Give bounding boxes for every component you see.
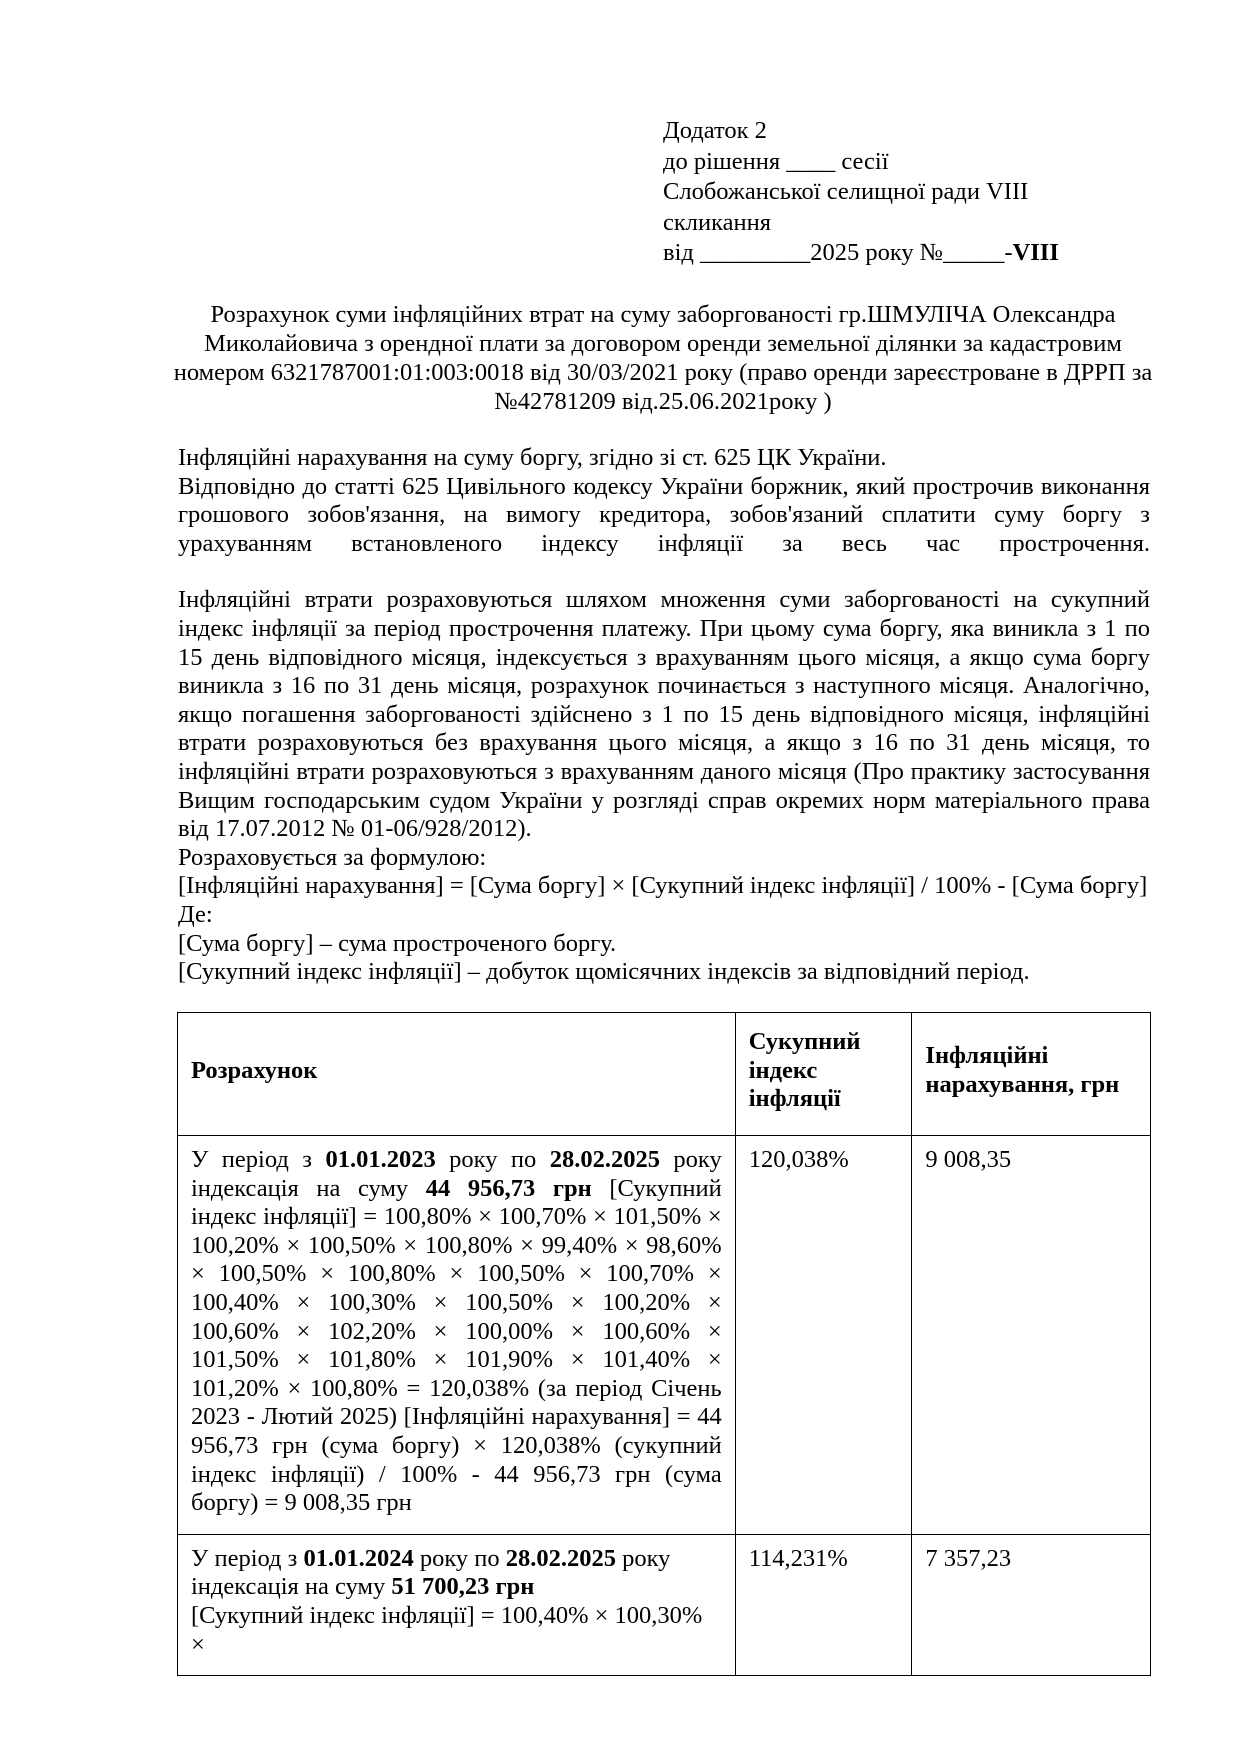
addendum-convocation: VIII bbox=[1012, 239, 1059, 266]
addendum-date-number: від _________2025 року №_____- bbox=[663, 239, 1013, 266]
paragraph-formula: [Інфляційні нарахування] = [Сума боргу] × [Сукупний індекс інфляції] / 100% - [Сума боргу] bbox=[178, 872, 1148, 900]
period-text: У період з bbox=[191, 1146, 326, 1173]
paragraph-heading: Інфляційні нарахування на суму боргу, згідно зі ст. 625 ЦК України. bbox=[178, 444, 887, 471]
table-header-row bbox=[178, 1013, 1151, 1136]
addendum-line: Додаток 2 bbox=[663, 117, 767, 144]
date-to: 28.02.2025 bbox=[549, 1146, 660, 1173]
table-header: Інфляційні нарахування, грн bbox=[912, 1013, 1151, 1136]
period-text: року по bbox=[435, 1146, 550, 1173]
charges-cell: 9 008,35 bbox=[912, 1136, 1151, 1535]
calculation-text bbox=[191, 1545, 722, 1659]
index-cell: 114,231% bbox=[735, 1534, 912, 1675]
period-text: року індексація на суму bbox=[191, 1544, 671, 1601]
debt-amount: 51 700,23 грн bbox=[391, 1573, 535, 1601]
charges-cell: 7 357,23 bbox=[912, 1534, 1151, 1675]
table-header: Розрахунок bbox=[178, 1013, 736, 1136]
table-row bbox=[178, 1534, 1151, 1675]
paragraph-definition-debt: [Сума боргу] – сума простроченого боргу. bbox=[178, 929, 617, 957]
document-body bbox=[178, 444, 1150, 987]
calculation-formula: [Сукупний індекс інфляції] = 100,40% × 100,30% × bbox=[191, 1601, 703, 1658]
table-row bbox=[178, 1136, 1151, 1535]
calculation-cell bbox=[178, 1534, 736, 1675]
period-text: року індексація на суму bbox=[191, 1146, 722, 1202]
calculation-cell bbox=[178, 1136, 736, 1535]
calculation-text bbox=[191, 1146, 722, 1518]
debt-amount: 44 956,73 грн bbox=[425, 1174, 592, 1202]
date-to: 28.02.2025 bbox=[505, 1544, 616, 1572]
addendum-line bbox=[663, 238, 1083, 269]
paragraph-article: Відповідно до статті 625 Цивільного кодексу України боржник, який прострочив виконання грошового зобов'язання, на вимогу кредитора, зобов'язаний сплатити суму боргу з урахуванням встановленого індексу інфляції за весь час прострочення. bbox=[178, 472, 1150, 557]
paragraph-where: Де: bbox=[178, 900, 213, 928]
addendum-line: скликання bbox=[663, 208, 772, 236]
period-text: У період з bbox=[191, 1544, 304, 1572]
spacer bbox=[178, 558, 1150, 586]
paragraph-definition-index: [Сукупний індекс інфляції] – добуток щомісячних індексів за відповідний період. bbox=[178, 958, 1030, 986]
paragraph-method: Інфляційні втрати розраховуються шляхом множення суми заборгованості на сукупний індекс інфляції за період прострочення платежу. При цьому сума боргу, яка виникла з 1 по 15 день відповідного місяця, індексується з врахуванням цього місяця, а якщо сума боргу виникла з 16 по 31 день місяця, розрахунок починається з наступного місяця. Аналогічно, якщо погашення заборгованості здійснено з 1 по 15 день відповідного місяця, інфляційні втрати розраховуються без врахування цього місяця, а якщо з 16 по 31 день місяця, то інфляційні втрати розраховуються з врахуванням даного місяця (Про практику застосування Вищим господарським судом України у розгляді справ окремих норм матеріального права від 17.07.2012 № 01-06/928/2012). bbox=[178, 586, 1150, 843]
addendum-line: до рішення ____ сесії bbox=[663, 147, 889, 175]
addendum-line: Слобожанської селищної ради VIII bbox=[663, 178, 1029, 205]
date-from: 01.01.2024 bbox=[303, 1544, 414, 1572]
index-cell: 120,038% bbox=[735, 1136, 912, 1535]
date-from: 01.01.2023 bbox=[325, 1146, 436, 1173]
calculation-table bbox=[177, 1012, 1151, 1676]
paragraph-formula-intro: Розраховується за формулою: bbox=[178, 843, 487, 871]
addendum-block bbox=[663, 116, 1083, 269]
period-text: року по bbox=[413, 1544, 506, 1572]
calculation-formula: [Сукупний індекс інфляції] = 100,80% × 100,70% × 101,50% × 100,20% × 100,50% × 100,80% × 99,40% × 98,60% × 100,50% × 100,80% × 100,50% × 100,70% × 100,40% × 100,30% × 100,50% × 100,20% × 100,60% × 102,20% × 100,00% × 100,60% × 101,50% × 101,80% × 101,90% × 101,40% × 101,20% × 100,80% = 120,038% (за період Січень 2023 - Лютий 2025) [Інфляційні нарахування] = 44 956,73 грн (сума боргу) × 120,038% (сукупний індекс інфляції) / 100% - 44 956,73 грн (сума боргу) = 9 008,35 грн bbox=[191, 1174, 722, 1517]
table-header: Сукупний індекс інфляції bbox=[735, 1013, 912, 1136]
document-title: Розрахунок суми інфляційних втрат на суму заборгованості гр.ШМУЛІЧА Олександра Миколайовича з орендної плати за договором оренди земельної ділянки за кадастровим номером 6321787001:01:003:0018 від 30/03/2021 року (право оренди зареєстроване в ДРРП за №42781209 від.25.06.2021року ) bbox=[173, 301, 1153, 415]
